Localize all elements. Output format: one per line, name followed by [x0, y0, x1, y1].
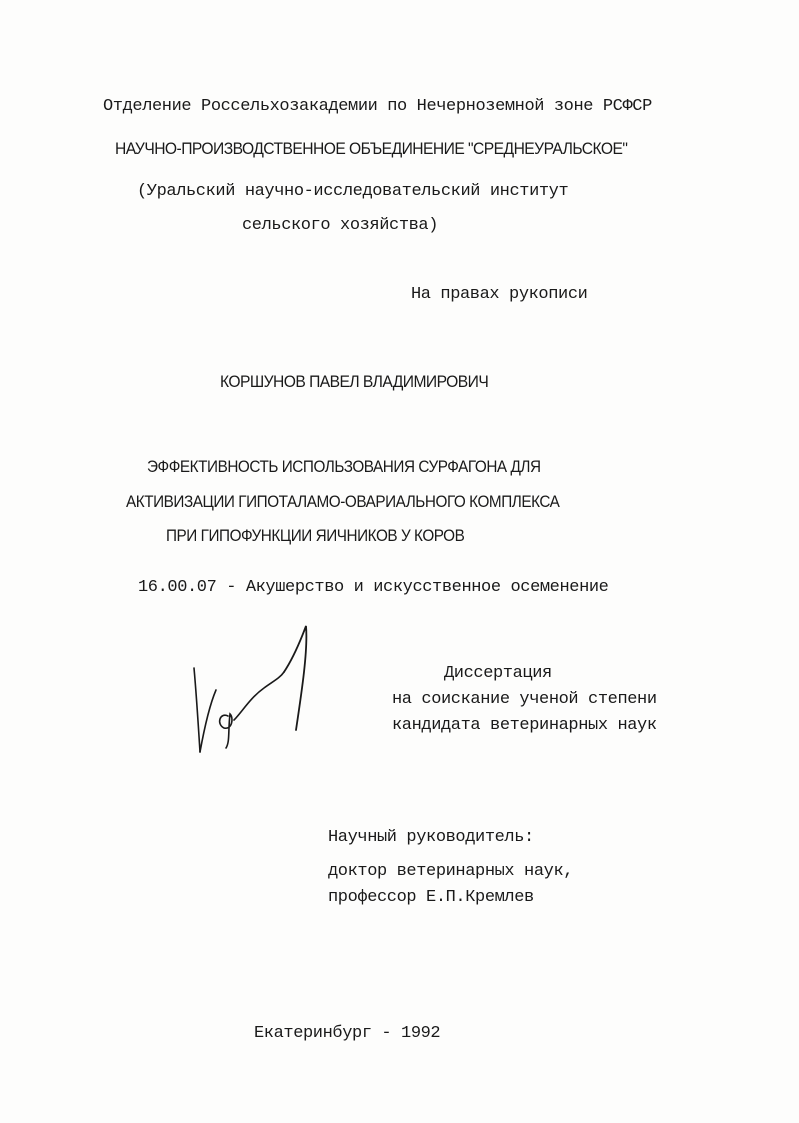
- manuscript-note: На правах рукописи: [411, 285, 588, 304]
- supervisor-degree: доктор ветеринарных наук,: [328, 862, 574, 881]
- specialty-line: 16.00.07 - Акушерство и искусственное осеменение: [138, 578, 609, 597]
- dissertation-line-1: Диссертация: [444, 664, 552, 683]
- title-line-2: АКТИВИЗАЦИИ ГИПОТАЛАМО-ОВАРИАЛЬНОГО КОМПЛЕКСА: [126, 492, 560, 511]
- signature: [188, 620, 318, 760]
- organization-line: НАУЧНО-ПРОИЗВОДСТВЕННОЕ ОБЪЕДИНЕНИЕ "СРЕДНЕУРАЛЬСКОЕ": [115, 139, 628, 158]
- author-name: КОРШУНОВ ПАВЕЛ ВЛАДИМИРОВИЧ: [220, 372, 489, 391]
- department-line: Отделение Россельхозакадемии по Нечерноземной зоне РСФСР: [103, 97, 652, 116]
- dissertation-line-3: кандидата ветеринарных наук: [392, 716, 657, 735]
- supervisor-label: Научный руководитель:: [328, 828, 534, 847]
- supervisor-name: профессор Е.П.Кремлев: [328, 888, 534, 907]
- institute-line-2: сельского хозяйства): [242, 216, 439, 235]
- title-line-1: ЭФФЕКТИВНОСТЬ ИСПОЛЬЗОВАНИЯ СУРФАГОНА ДЛЯ: [147, 457, 541, 476]
- place-year: Екатеринбург - 1992: [254, 1024, 441, 1043]
- title-line-3: ПРИ ГИПОФУНКЦИИ ЯИЧНИКОВ У КОРОВ: [166, 526, 465, 545]
- institute-line-1: (Уральский научно-исследовательский институт: [137, 182, 569, 201]
- dissertation-line-2: на соискание ученой степени: [392, 690, 657, 709]
